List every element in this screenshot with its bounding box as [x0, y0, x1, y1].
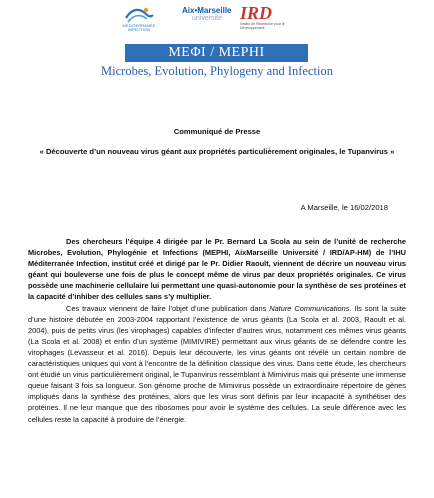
body-paragraph — [28, 303, 406, 425]
press-headline: « Découverte d’un nouveau virus géant aux propriétés particulièrement originales, le Tupanvirus » — [39, 147, 395, 156]
journal-name: Nature Communications — [269, 303, 350, 313]
ird-subtitle: Institut de Recherche pour le Développement — [240, 22, 285, 30]
logo-strip — [0, 4, 434, 44]
lead-paragraph: Des chercheurs l’équipe 4 dirigée par le Pr. Bernard La Scola au sein de l’unité de recherche Microbes, Evolution, Phylogénie et Infections (MEPHI, AixMarseille Université / IRD/AP-HM) de l’IHU Méditerranée Infection, institut créé et dirigé par le Pr. Didier Raoult, viennent de décrire un nouveau virus géant qui bouleverse une fois de plus le concept même de virus par deux propriétés originales. Ce virus possède une machinerie cellulaire lui permettant une quasi-autonomie pour la synthèse de ses protéines et la capacité d’inhiber des cellules sans s’y multiplier. — [28, 237, 406, 302]
mediterranee-infection-logo — [110, 4, 168, 32]
mediterranee-label: MÉDITERRANÉE — [122, 23, 156, 28]
mephi-subtitle: Microbes, Evolution, Phylogeny and Infection — [101, 64, 333, 78]
ird-mark: IRD — [240, 3, 273, 23]
amu-name: Aix•Marseille — [182, 6, 232, 15]
para2-rest: . Ils sont la suite d’une histoire débutée en 2003-2004 rapportant l’existence de virus géants (La Scola et al. 2003, Raoult et al. 2004), puis de petits virus (les virophages) capables d’infecter d’autres virus, notamment ces mêmes virus géants (La Scola et al. 2008) et enfin d’un système (MIMIVIRE) permettant aux virus géants de se défendre contre les virophages (Levasseur et al. 2016). Depuis leur découverte, les virus géants ont révélé un certain nombre de caractéristiques uniques qui vont à l’encontre de la définition classique des virus. Dans cette étude, les chercheurs ont étudié un virus particulièrement original, le Tupanvirus ressemblant à Mimivirus mais qui présente une immense queue faisant 3 fois sa longueur. Son génome proche de Mimivirus possède un extraordinaire répertoire de gènes impliqués dans la synthèse des protéines, alors que les virus sont définis par leur incapacité à synthétiser des protéines. Il ne leur manque que des ribosomes pour avoir le système des cellules. La seule différence avec les cellules reste la capacité à produire de l’énergie. — [28, 303, 407, 424]
aix-marseille-logo — [182, 6, 234, 23]
med-wave-icon — [124, 4, 154, 24]
mephi-banner: MEΦI / MEPHI — [125, 44, 308, 62]
press-body — [28, 236, 406, 425]
communique-title: Communiqué de Presse — [173, 127, 261, 136]
infection-label: INFECTION — [127, 27, 151, 32]
ird-logo — [240, 4, 310, 30]
amu-universite: université — [192, 15, 222, 22]
dateline: A Marseille, le 16/02/2018 — [300, 203, 388, 212]
para2-start: Ces travaux viennent de faire l’objet d’une publication dans — [66, 303, 270, 313]
